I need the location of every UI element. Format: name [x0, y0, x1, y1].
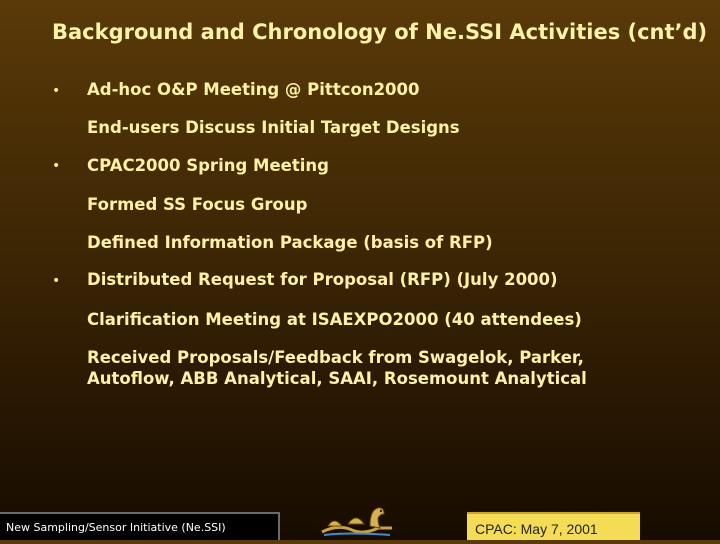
list-item: End-users Discuss Initial Target Designs — [87, 118, 460, 137]
bullet-icon: • — [52, 158, 61, 174]
list-item: Distributed Request for Proposal (RFP) (July 2000) — [87, 270, 558, 289]
bullet-icon: • — [52, 83, 61, 99]
nessi-logo-icon — [318, 502, 396, 538]
bullet-icon: • — [52, 273, 61, 289]
footer-date: CPAC: May 7, 2001 — [467, 512, 640, 540]
list-item: Formed SS Focus Group — [87, 195, 308, 214]
list-item: Clarification Meeting at ISAEXPO2000 (40 attendees) — [87, 310, 582, 329]
list-item: CPAC2000 Spring Meeting — [87, 156, 329, 175]
list-item: Defined Information Package (basis of RFP) — [87, 233, 493, 252]
list-item: Ad-hoc O&P Meeting @ Pittcon2000 — [87, 80, 420, 99]
slide-title: Background and Chronology of Ne.SSI Activities (cnt’d) — [52, 20, 708, 44]
list-item: Received Proposals/Feedback from Swagelok, Parker, Autoflow, ABB Analytical, SAAI, Rosemount Analytical — [87, 348, 587, 388]
footer-initiative-label: New Sampling/Sensor Initiative (Ne.SSI) — [0, 512, 280, 540]
